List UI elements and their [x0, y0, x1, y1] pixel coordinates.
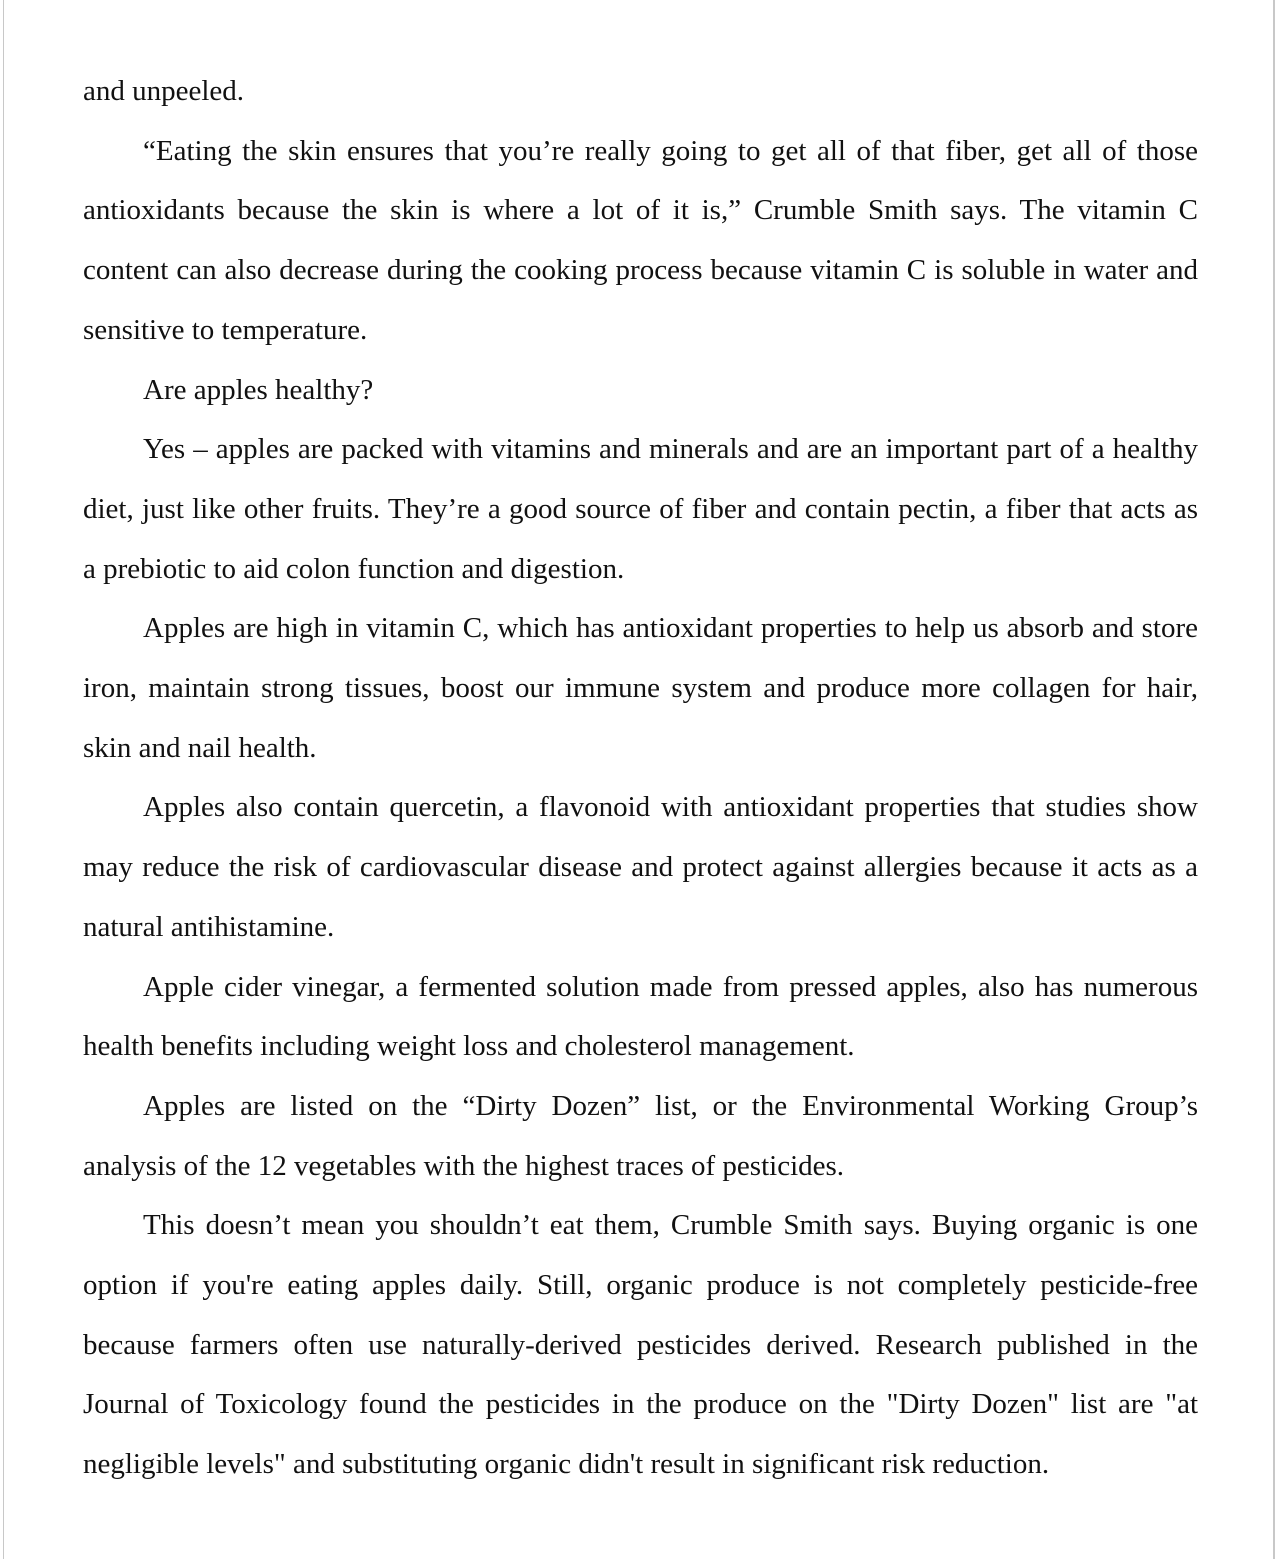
document-page: [3, 0, 1275, 1559]
section-heading-are-apples-healthy: Are apples healthy?: [143, 373, 374, 406]
document-body: [83, 62, 1198, 1495]
paragraph-organic: This doesn’t mean you shouldn’t eat them, Crumble Smith says. Buying organic is one option if you're eating apples daily. Still, organic produce is not completely pesticide-free because farmers often use naturally-derived pesticides derived. Research published in the Journal of Toxicology found the pesticides in the produce on the "Dirty Dozen" list are "at negligible levels" and substituting organic didn't result in significant risk reduction.: [83, 1209, 1198, 1481]
paragraph-skin-quote: “Eating the skin ensures that you’re really going to get all of that fiber, get all of those antioxidants because the skin is where a lot of it is,” Crumble Smith says. The vitamin C content can also decrease during the cooking process because vitamin C is soluble in water and sensitive to temperature.: [83, 134, 1198, 346]
paragraph-vitamin-c: Apples are high in vitamin C, which has antioxidant properties to help us absorb and store iron, maintain strong tissues, boost our immune system and produce more collagen for hair, skin and nail health.: [83, 612, 1198, 764]
paragraph-dirty-dozen: Apples are listed on the “Dirty Dozen” list, or the Environmental Working Group’s analysis of the 12 vegetables with the highest traces of pesticides.: [83, 1089, 1198, 1182]
paragraph-yes-apples: Yes – apples are packed with vitamins and minerals and are an important part of a healthy diet, just like other fruits. They’re a good source of fiber and contain pectin, a fiber that acts as a prebiotic to aid colon function and digestion.: [83, 433, 1198, 585]
paragraph-quercetin: Apples also contain quercetin, a flavonoid with antioxidant properties that studies show may reduce the risk of cardiovascular disease and protect against allergies because it acts as a natural antihistamine.: [83, 791, 1198, 943]
paragraph-cider-vinegar: Apple cider vinegar, a fermented solution made from pressed apples, also has numerous health benefits including weight loss and cholesterol management.: [83, 970, 1198, 1063]
paragraph-continuation: and unpeeled.: [83, 75, 245, 107]
